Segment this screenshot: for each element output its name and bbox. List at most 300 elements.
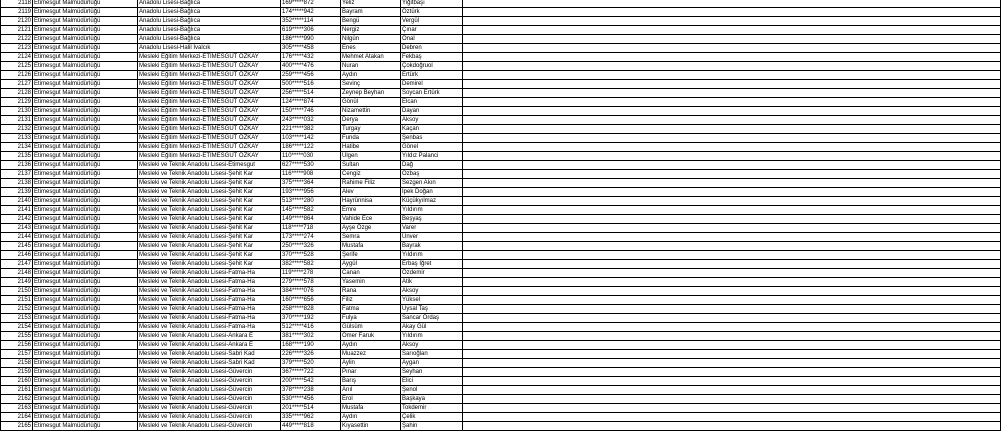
district-cell: Etimesgut Malmüdürlüğü [33,233,138,242]
table-row [1,377,1001,386]
last-name-cell: Yıldırım [401,332,463,341]
row-number-cell: 2143 [1,224,33,233]
table-row [1,341,1001,350]
last-name-cell: Debren [401,44,463,53]
school-cell: Anadolu Lisesi-Bağlıca [138,17,281,26]
school-cell: Mesleki Eğitim Merkezi-ETİMESGUT ÖZKAY [138,152,281,161]
table-row [1,359,1001,368]
empty-cell [463,314,1001,323]
district-cell: Etimesgut Malmüdürlüğü [33,350,138,359]
district-cell: Etimesgut Malmüdürlüğü [33,314,138,323]
row-number-cell: 2119 [1,8,33,17]
district-cell: Etimesgut Malmüdürlüğü [33,152,138,161]
id-cell: 378*****238 [281,386,341,395]
district-cell: Etimesgut Malmüdürlüğü [33,71,138,80]
school-cell: Mesleki ve Teknik Anadolu Lisesi-Fatma-Ha [138,323,281,332]
empty-cell [463,296,1001,305]
school-cell: Mesleki ve Teknik Anadolu Lisesi-Şehit Kar [138,179,281,188]
table-row [1,368,1001,377]
first-name-cell: Yeliz [341,0,401,8]
last-name-cell: Aksoy [401,341,463,350]
empty-cell [463,98,1001,107]
empty-cell [463,26,1001,35]
school-cell: Mesleki Eğitim Merkezi-ETİMESGUT ÖZKAY [138,116,281,125]
spreadsheet-page [0,0,440,429]
table-row [1,116,1001,125]
district-cell: Etimesgut Malmüdürlüğü [33,413,138,422]
table-row [1,215,1001,224]
first-name-cell: Hatibe [341,143,401,152]
district-cell: Etimesgut Malmüdürlüğü [33,107,138,116]
row-number-cell: 2147 [1,260,33,269]
row-number-cell: 2146 [1,251,33,260]
id-cell: 367*****722 [281,368,341,377]
last-name-cell: Şenol [401,386,463,395]
row-number-cell: 2120 [1,17,33,26]
row-number-cell: 2131 [1,116,33,125]
school-cell: Mesleki Eğitim Merkezi-ETİMESGUT ÖZKAY [138,71,281,80]
id-cell: 513*****280 [281,197,341,206]
first-name-cell: Mustafa [341,242,401,251]
table-row [1,224,1001,233]
empty-cell [463,368,1001,377]
school-cell: Mesleki ve Teknik Anadolu Lisesi-Şehit Kar [138,242,281,251]
id-cell: 243*****032 [281,116,341,125]
id-cell: 186*****990 [281,35,341,44]
empty-cell [463,404,1001,413]
id-cell: 221*****382 [281,125,341,134]
id-cell: 259*****456 [281,71,341,80]
last-name-cell: Önal [401,35,463,44]
first-name-cell: Ömer Faruk [341,332,401,341]
empty-cell [463,179,1001,188]
id-cell: 103*****142 [281,134,341,143]
table-row [1,350,1001,359]
school-cell: Mesleki ve Teknik Anadolu Lisesi-Güvercin [138,368,281,377]
district-cell: Etimesgut Malmüdürlüğü [33,125,138,134]
last-name-cell: Dayan [401,107,463,116]
id-cell: 118*****718 [281,224,341,233]
id-cell: 619*****306 [281,26,341,35]
row-number-cell: 2137 [1,170,33,179]
last-name-cell: Ertürk [401,71,463,80]
last-name-cell: Dağ [401,161,463,170]
district-cell: Etimesgut Malmüdürlüğü [33,170,138,179]
last-name-cell: İpek Doğan [401,188,463,197]
row-number-cell: 2130 [1,107,33,116]
last-name-cell: Elcan [401,98,463,107]
table-row [1,296,1001,305]
row-number-cell: 2121 [1,26,33,35]
last-name-cell: Ünver [401,233,463,242]
school-cell: Mesleki ve Teknik Anadolu Lisesi-Fatma-Ha [138,278,281,287]
empty-cell [463,0,1001,8]
row-number-cell: 2164 [1,413,33,422]
table-row [1,278,1001,287]
id-cell: 370*****192 [281,314,341,323]
school-cell: Mesleki Eğitim Merkezi-ETİMESGUT ÖZKAY [138,134,281,143]
row-number-cell: 2148 [1,269,33,278]
id-cell: 352*****114 [281,17,341,26]
empty-cell [463,125,1001,134]
district-cell: Etimesgut Malmüdürlüğü [33,287,138,296]
school-cell: Mesleki ve Teknik Anadolu Lisesi-Güvercin [138,395,281,404]
empty-cell [463,287,1001,296]
last-name-cell: Özbaş [401,170,463,179]
row-number-cell: 2135 [1,152,33,161]
school-cell: Mesleki ve Teknik Anadolu Lisesi-Fatma-Ha [138,314,281,323]
last-name-cell: Küçükyılmaz [401,197,463,206]
empty-cell [463,377,1001,386]
row-number-cell: 2156 [1,341,33,350]
id-cell: 449*****818 [281,422,341,431]
district-cell: Etimesgut Malmüdürlüğü [33,278,138,287]
id-cell: 279*****578 [281,278,341,287]
row-number-cell: 2161 [1,386,33,395]
school-cell: Mesleki ve Teknik Anadolu Lisesi-Fatma-Ha [138,305,281,314]
last-name-cell: Akay Gül [401,323,463,332]
first-name-cell: Vahide Ece [341,215,401,224]
table-row [1,395,1001,404]
id-cell: 382*****582 [281,260,341,269]
row-number-cell: 2125 [1,62,33,71]
empty-cell [463,215,1001,224]
school-cell: Mesleki ve Teknik Anadolu Lisesi-Ankara E [138,341,281,350]
district-cell: Etimesgut Malmüdürlüğü [33,323,138,332]
row-number-cell: 2136 [1,161,33,170]
last-name-cell: Çokdoğruol [401,62,463,71]
school-cell: Mesleki ve Teknik Anadolu Lisesi-Sabri Kad [138,350,281,359]
school-cell: Mesleki ve Teknik Anadolu Lisesi-Şehit Kar [138,206,281,215]
id-cell: 200*****542 [281,377,341,386]
district-cell: Etimesgut Malmüdürlüğü [33,422,138,431]
id-cell: 305*****458 [281,44,341,53]
id-cell: 335*****962 [281,413,341,422]
id-cell: 119*****278 [281,269,341,278]
id-cell: 256*****514 [281,89,341,98]
row-number-cell: 2165 [1,422,33,431]
table-row [1,314,1001,323]
last-name-cell: Aksoy [401,116,463,125]
last-name-cell: Şahin [401,422,463,431]
district-cell: Etimesgut Malmüdürlüğü [33,0,138,8]
first-name-cell: Sultan [341,161,401,170]
school-cell: Anadolu Lisesi-Bağlıca [138,0,281,8]
first-name-cell: Nizamettin [341,107,401,116]
school-cell: Mesleki Eğitim Merkezi-ETİMESGUT ÖZKAY [138,89,281,98]
school-cell: Anadolu Lisesi-Bağlıca [138,35,281,44]
table-row [1,0,1001,8]
first-name-cell: Erol [341,395,401,404]
row-number-cell: 2163 [1,404,33,413]
school-cell: Mesleki ve Teknik Anadolu Lisesi-Ankara E [138,332,281,341]
district-cell: Etimesgut Malmüdürlüğü [33,305,138,314]
district-cell: Etimesgut Malmüdürlüğü [33,359,138,368]
first-name-cell: Filiz [341,296,401,305]
last-name-cell: Sarıoğlan [401,350,463,359]
table-row [1,413,1001,422]
last-name-cell: Özdemir [401,269,463,278]
last-name-cell: Bayrak [401,242,463,251]
school-cell: Mesleki ve Teknik Anadolu Lisesi-Fatma-Ha [138,269,281,278]
first-name-cell: Mustafa [341,404,401,413]
table-row [1,242,1001,251]
last-name-cell: Atik [401,278,463,287]
first-name-cell: Bayram [341,8,401,17]
row-number-cell: 2132 [1,125,33,134]
district-cell: Etimesgut Malmüdürlüğü [33,341,138,350]
school-cell: Mesleki ve Teknik Anadolu Lisesi-Fatma-Ha [138,287,281,296]
row-number-cell: 2123 [1,44,33,53]
first-name-cell: Pınar [341,368,401,377]
school-cell: Mesleki Eğitim Merkezi-ETİMESGUT ÖZKAY [138,125,281,134]
last-name-cell: Elici [401,377,463,386]
last-name-cell: Varer [401,224,463,233]
first-name-cell: Aygül [341,260,401,269]
table-row [1,98,1001,107]
row-number-cell: 2155 [1,332,33,341]
school-cell: Anadolu Lisesi-Bağlıca [138,26,281,35]
school-cell: Anadolu Lisesi-Bağlıca [138,8,281,17]
school-cell: Mesleki ve Teknik Anadolu Lisesi-Güvercin [138,413,281,422]
empty-cell [463,89,1001,98]
last-name-cell: Öztürk [401,8,463,17]
row-number-cell: 2118 [1,0,33,8]
table-row [1,125,1001,134]
table-row [1,143,1001,152]
district-cell: Etimesgut Malmüdürlüğü [33,197,138,206]
district-cell: Etimesgut Malmüdürlüğü [33,386,138,395]
last-name-cell: Aksoy [401,287,463,296]
last-name-cell: Yıldız Palanci [401,152,463,161]
row-number-cell: 2127 [1,80,33,89]
school-cell: Mesleki Eğitim Merkezi-ETİMESGUT ÖZKAY [138,62,281,71]
district-cell: Etimesgut Malmüdürlüğü [33,98,138,107]
row-number-cell: 2139 [1,188,33,197]
table-row [1,53,1001,62]
district-cell: Etimesgut Malmüdürlüğü [33,242,138,251]
id-cell: 116*****908 [281,170,341,179]
district-cell: Etimesgut Malmüdürlüğü [33,377,138,386]
table-row [1,179,1001,188]
id-cell: 375*****364 [281,179,341,188]
district-cell: Etimesgut Malmüdürlüğü [33,224,138,233]
id-cell: 186*****122 [281,143,341,152]
first-name-cell: Fatma [341,305,401,314]
empty-cell [463,197,1001,206]
school-cell: Mesleki ve Teknik Anadolu Lisesi-Güvercin [138,377,281,386]
empty-cell [463,116,1001,125]
table-row [1,305,1001,314]
district-cell: Etimesgut Malmüdürlüğü [33,17,138,26]
first-name-cell: Nilgün [341,35,401,44]
first-name-cell: Sevinç [341,80,401,89]
first-name-cell: Derya [341,116,401,125]
id-cell: 201*****514 [281,404,341,413]
id-cell: 250*****326 [281,242,341,251]
last-name-cell: Vergül [401,17,463,26]
school-cell: Mesleki ve Teknik Anadolu Lisesi-Şehit Kar [138,170,281,179]
first-name-cell: Mehmet Atakan [341,53,401,62]
first-name-cell: Ülgen [341,152,401,161]
id-cell: 384*****076 [281,287,341,296]
empty-cell [463,323,1001,332]
school-cell: Mesleki ve Teknik Anadolu Lisesi-Şehit Kar [138,215,281,224]
last-name-cell: Yüksel [401,296,463,305]
school-cell: Mesleki Eğitim Merkezi-ETİMESGUT ÖZKAY [138,107,281,116]
row-number-cell: 2159 [1,368,33,377]
table-row [1,287,1001,296]
id-cell: 110*****030 [281,152,341,161]
empty-cell [463,305,1001,314]
table-row [1,251,1001,260]
id-cell: 258*****828 [281,305,341,314]
empty-cell [463,269,1001,278]
table-row [1,170,1001,179]
row-number-cell: 2151 [1,296,33,305]
first-name-cell: Rana [341,287,401,296]
first-name-cell: Yasemin [341,278,401,287]
last-name-cell: Çınar [401,26,463,35]
empty-cell [463,71,1001,80]
empty-cell [463,224,1001,233]
first-name-cell: Gülsüm [341,323,401,332]
id-cell: 150*****746 [281,107,341,116]
empty-cell [463,134,1001,143]
district-cell: Etimesgut Malmüdürlüğü [33,116,138,125]
empty-cell [463,341,1001,350]
table-row [1,134,1001,143]
id-cell: 512*****416 [281,323,341,332]
district-cell: Etimesgut Malmüdürlüğü [33,188,138,197]
first-name-cell: Turgay [341,125,401,134]
district-cell: Etimesgut Malmüdürlüğü [33,404,138,413]
district-cell: Etimesgut Malmüdürlüğü [33,143,138,152]
school-cell: Mesleki ve Teknik Anadolu Lisesi-Güvercin [138,404,281,413]
first-name-cell: Bengü [341,17,401,26]
empty-cell [463,395,1001,404]
id-cell: 124*****874 [281,98,341,107]
row-number-cell: 2124 [1,53,33,62]
row-number-cell: 2158 [1,359,33,368]
first-name-cell: Semra [341,233,401,242]
district-cell: Etimesgut Malmüdürlüğü [33,179,138,188]
empty-cell [463,422,1001,431]
row-number-cell: 2134 [1,143,33,152]
empty-cell [463,206,1001,215]
empty-cell [463,152,1001,161]
row-number-cell: 2154 [1,323,33,332]
empty-cell [463,233,1001,242]
district-cell: Etimesgut Malmüdürlüğü [33,80,138,89]
first-name-cell: Muazzez [341,350,401,359]
id-cell: 381*****302 [281,332,341,341]
first-name-cell: Nergiz [341,26,401,35]
row-number-cell: 2129 [1,98,33,107]
last-name-cell: Uysal Taş [401,305,463,314]
row-number-cell: 2142 [1,215,33,224]
first-name-cell: Gönül [341,98,401,107]
last-name-cell: Yıldırım [401,251,463,260]
id-cell: 379*****520 [281,359,341,368]
first-name-cell: Alev [341,188,401,197]
id-cell: 149*****864 [281,215,341,224]
table-row [1,404,1001,413]
table-row [1,260,1001,269]
table-row [1,269,1001,278]
id-cell: 174*****942 [281,8,341,17]
table-row [1,206,1001,215]
district-cell: Etimesgut Malmüdürlüğü [33,53,138,62]
empty-cell [463,62,1001,71]
table-row [1,71,1001,80]
empty-cell [463,260,1001,269]
last-name-cell: Erbaş İğret [401,260,463,269]
empty-cell [463,386,1001,395]
id-cell: 169*****872 [281,0,341,8]
id-cell: 160*****656 [281,296,341,305]
district-cell: Etimesgut Malmüdürlüğü [33,260,138,269]
district-cell: Etimesgut Malmüdürlüğü [33,26,138,35]
first-name-cell: Şerife [341,251,401,260]
district-cell: Etimesgut Malmüdürlüğü [33,269,138,278]
empty-cell [463,44,1001,53]
school-cell: Mesleki ve Teknik Anadolu Lisesi-Şehit Kar [138,188,281,197]
first-name-cell: Zeynep Beyhan [341,89,401,98]
school-cell: Mesleki ve Teknik Anadolu Lisesi-Güvercin [138,422,281,431]
table-row [1,422,1001,431]
last-name-cell: Başkaya [401,395,463,404]
table-row [1,188,1001,197]
empty-cell [463,350,1001,359]
first-name-cell: Ayşe Özge [341,224,401,233]
table-row [1,35,1001,44]
district-cell: Etimesgut Malmüdürlüğü [33,134,138,143]
school-cell: Mesleki ve Teknik Anadolu Lisesi-Sabri Kad [138,359,281,368]
table-row [1,80,1001,89]
empty-cell [463,413,1001,422]
first-name-cell: Nuran [341,62,401,71]
row-number-cell: 2133 [1,134,33,143]
first-name-cell: Hayrünnisa [341,197,401,206]
empty-cell [463,8,1001,17]
table-row [1,8,1001,17]
first-name-cell: Rahime Filiz [341,179,401,188]
last-name-cell: Soycan Ertürk [401,89,463,98]
district-cell: Etimesgut Malmüdürlüğü [33,44,138,53]
table-row [1,197,1001,206]
id-cell: 176*****432 [281,53,341,62]
first-name-cell: Anıl [341,386,401,395]
first-name-cell: Barış [341,377,401,386]
id-cell: 168*****190 [281,341,341,350]
empty-cell [463,278,1001,287]
row-number-cell: 2153 [1,314,33,323]
school-cell: Mesleki ve Teknik Anadolu Lisesi-Şehit Kar [138,233,281,242]
row-number-cell: 2149 [1,278,33,287]
last-name-cell: Şenbas [401,134,463,143]
last-name-cell: Yiğitbaşı [401,0,463,8]
first-name-cell: Emre [341,206,401,215]
district-cell: Etimesgut Malmüdürlüğü [33,35,138,44]
school-cell: Mesleki ve Teknik Anadolu Lisesi-Şehit Kar [138,197,281,206]
id-cell: 400*****476 [281,62,341,71]
row-number-cell: 2140 [1,197,33,206]
id-cell: 145*****582 [281,206,341,215]
district-cell: Etimesgut Malmüdürlüğü [33,251,138,260]
first-name-cell: Aydın [341,341,401,350]
first-name-cell: Funda [341,134,401,143]
